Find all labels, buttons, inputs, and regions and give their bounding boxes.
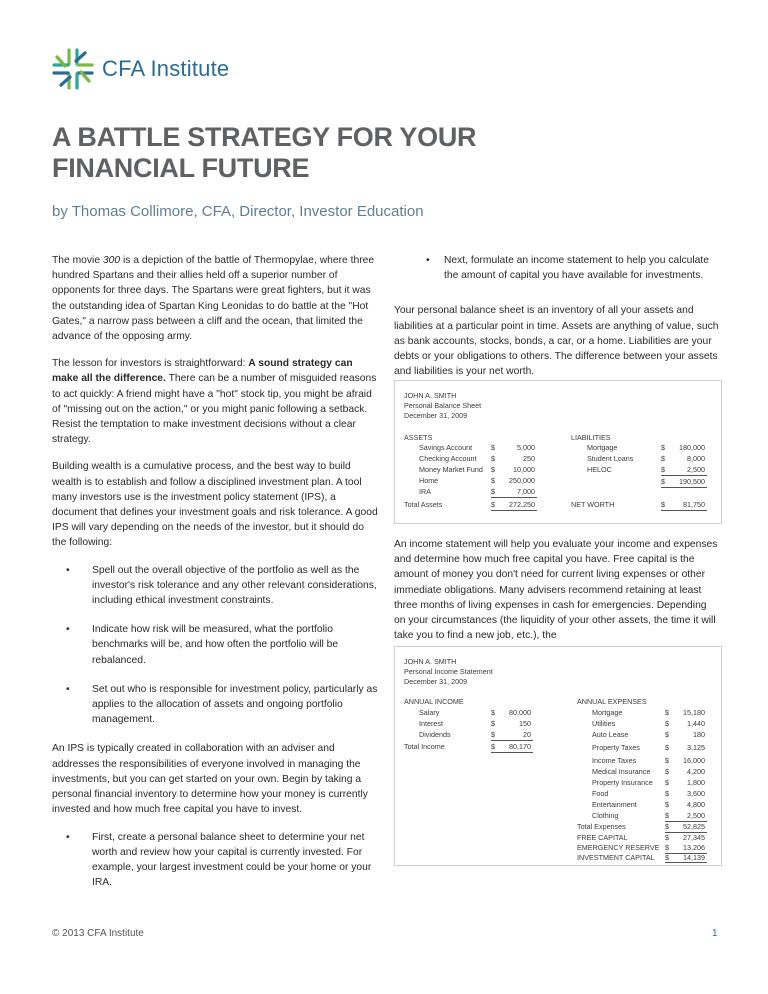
cfa-logo xyxy=(50,46,229,92)
bullet-text: Next, formulate an income statement to help you calculate the amount of capital you have available for investments. xyxy=(444,255,709,282)
bullet-icon: • xyxy=(66,624,70,636)
expense-value: 4,800 xyxy=(687,800,705,809)
underline xyxy=(661,510,707,511)
bullet-text: Spell out the overall objective of the portfolio as well as the investor's risk tolerance and any other relevant considerations, including ethical investment constraints. xyxy=(92,564,377,607)
text-span: There can be a number of misguided reasons to act quickly: A friend might have a "hot" stock tip, you might be afraid of "missing out on the action," or you might panic following a setback. Resist the temptation to make investment decisions without a clear strategy. xyxy=(52,373,377,446)
logo-text: CFA Institute xyxy=(102,56,230,81)
currency-sign: $ xyxy=(491,708,495,717)
currency-sign: $ xyxy=(491,742,495,751)
bullet-item xyxy=(52,622,380,668)
asset-value: 10,000 xyxy=(513,465,535,474)
total-expenses-value: 52,825 xyxy=(683,822,705,831)
liability-label: Mortgage xyxy=(587,443,618,452)
income-label: Salary xyxy=(419,708,440,717)
income-value: 150 xyxy=(519,719,531,728)
liability-label: Student Loans xyxy=(587,454,634,463)
expense-value: 3,600 xyxy=(687,789,705,798)
left-column xyxy=(52,253,380,904)
asset-value: 5,000 xyxy=(517,443,535,452)
currency-sign: $ xyxy=(661,443,665,452)
currency-sign: $ xyxy=(661,465,665,474)
investment-capital-value: 14,139 xyxy=(683,853,705,862)
underline xyxy=(661,475,707,476)
currency-sign: $ xyxy=(665,756,669,765)
currency-sign: $ xyxy=(665,719,669,728)
expense-label: Food xyxy=(592,789,609,798)
is-title: Personal Income Statement xyxy=(404,667,493,676)
expense-label: Property Insurance xyxy=(592,778,653,787)
currency-sign: $ xyxy=(665,811,669,820)
currency-sign: $ xyxy=(665,730,669,739)
currency-sign: $ xyxy=(491,476,495,485)
right-column-middle xyxy=(394,537,720,655)
liability-value: 2,500 xyxy=(687,465,705,474)
emergency-reserve-value: 13,206 xyxy=(683,843,705,852)
bs-title: Personal Balance Sheet xyxy=(404,401,482,410)
currency-sign: $ xyxy=(665,708,669,717)
currency-sign: $ xyxy=(665,800,669,809)
total-income-value: 80,170 xyxy=(509,742,531,751)
paragraph-intro xyxy=(52,253,380,344)
currency-sign: $ xyxy=(491,730,495,739)
income-label: Dividends xyxy=(419,730,451,739)
text-span: The movie xyxy=(52,255,103,266)
expense-label: Auto Lease xyxy=(592,730,629,739)
asset-value: 250,000 xyxy=(509,476,535,485)
paragraph-balance-sheet: Your personal balance sheet is an inventory of all your assets and liabilities at a particular point in time. Assets are anything of value, such as bank accounts, stocks, bonds, a car, or a home. Liabilities are your debts or your obligations to others. The difference between your assets and liabilities is your net worth. xyxy=(394,305,719,378)
page-number: 1 xyxy=(712,928,718,939)
paragraph-ips: An IPS is typically created in collaboration with an adviser and addresses the responsibilities of everyone involved in managing the investments, but you can get started on your own. Begin by taking a personal financial inventory to determine how your money is currently invested and how much free capital you have to invest. xyxy=(52,743,368,816)
expense-label: Medical Insurance xyxy=(592,767,651,776)
total-income-label: Total Income xyxy=(404,742,445,751)
expense-value: 1,800 xyxy=(687,778,705,787)
footer-copyright: © 2013 CFA Institute xyxy=(52,928,144,939)
movie-title: 300 xyxy=(102,255,121,266)
liabilities-total-value: 190,500 xyxy=(679,477,705,486)
bs-name: JOHN A. SMITH xyxy=(404,391,457,400)
underline xyxy=(491,497,537,498)
expense-value: 15,180 xyxy=(683,708,705,717)
currency-sign: $ xyxy=(491,454,495,463)
is-name: JOHN A. SMITH xyxy=(404,657,457,666)
underline xyxy=(491,752,533,753)
expense-value: 1,440 xyxy=(687,719,705,728)
currency-sign: $ xyxy=(665,853,669,862)
bullet-item xyxy=(52,682,380,728)
cfa-logo-icon xyxy=(50,46,96,92)
bullet-item xyxy=(394,253,720,283)
expense-label: Clothing xyxy=(592,811,619,820)
income-header: ANNUAL INCOME xyxy=(404,697,464,706)
currency-sign: $ xyxy=(491,487,495,496)
currency-sign: $ xyxy=(665,833,669,842)
total-expenses-label: Total Expenses xyxy=(577,822,626,831)
expense-label: Utilities xyxy=(592,719,616,728)
assets-header: ASSETS xyxy=(404,433,433,442)
currency-sign: $ xyxy=(665,822,669,831)
emphasis-text: A sound strategy can make all the difference. xyxy=(52,358,353,385)
expense-value: 16,000 xyxy=(683,756,705,765)
income-value: 80,000 xyxy=(509,708,531,717)
bullet-text: Set out who is responsible for investment policy, particularly as applies to the allocation of assets and ongoing portfolio management. xyxy=(92,683,378,726)
byline: by Thomas Collimore, CFA, Director, Investor Education xyxy=(52,203,424,220)
bullet-item xyxy=(52,830,380,891)
expense-label: Property Taxes xyxy=(592,743,640,752)
currency-sign: $ xyxy=(665,843,669,852)
page-title xyxy=(52,122,612,184)
total-assets-label: Total Assets xyxy=(404,500,443,509)
asset-label: Checking Account xyxy=(419,454,477,463)
bs-date: December 31, 2009 xyxy=(404,411,468,420)
expenses-header: ANNUAL EXPENSES xyxy=(577,697,647,706)
paragraph-lesson xyxy=(52,356,380,447)
bullet-icon: • xyxy=(426,255,430,266)
asset-value: 250 xyxy=(523,454,535,463)
income-label: Interest xyxy=(419,719,443,728)
title-line-2: FINANCIAL FUTURE xyxy=(52,153,310,183)
asset-value: 7,000 xyxy=(517,487,535,496)
liabilities-header: LIABILITIES xyxy=(571,433,611,442)
liability-label: HELOC xyxy=(587,465,612,474)
title-line-1: A BATTLE STRATEGY FOR YOUR xyxy=(52,122,477,152)
asset-label: IRA xyxy=(419,487,431,496)
bullet-icon: • xyxy=(66,831,70,843)
underline xyxy=(491,510,537,511)
currency-sign: $ xyxy=(665,778,669,787)
currency-sign: $ xyxy=(491,465,495,474)
currency-sign: $ xyxy=(491,719,495,728)
right-column-top xyxy=(394,253,720,391)
currency-sign: $ xyxy=(491,443,495,452)
bullet-text: Indicate how risk will be measured, what the portfolio benchmarks will be, and how often the portfolio will be rebalanced. xyxy=(92,624,339,666)
is-date: December 31, 2009 xyxy=(404,677,468,686)
net-worth-value: 81,750 xyxy=(683,500,705,509)
asset-label: Home xyxy=(419,476,439,485)
liability-value: 180,000 xyxy=(679,443,705,452)
income-statement-figure xyxy=(394,646,722,866)
text-span: The lesson for investors is straightforward: xyxy=(52,358,249,370)
underline xyxy=(661,487,707,488)
asset-label: Savings Account xyxy=(419,443,473,452)
expense-value: 2,500 xyxy=(687,811,705,820)
net-worth-label: NET WORTH xyxy=(571,500,615,509)
liability-value: 8,000 xyxy=(687,454,705,463)
currency-sign: $ xyxy=(661,477,665,486)
currency-sign: $ xyxy=(665,767,669,776)
currency-sign: $ xyxy=(665,743,669,752)
asset-label: Money Market Fund xyxy=(419,465,483,474)
bullet-icon: • xyxy=(66,683,70,695)
expense-value: 180 xyxy=(693,730,705,739)
total-assets-value: 272,250 xyxy=(509,500,535,509)
currency-sign: $ xyxy=(491,500,495,509)
expense-value: 4,200 xyxy=(687,767,705,776)
expense-label: Income Taxes xyxy=(592,756,637,765)
underline xyxy=(665,862,707,863)
investment-capital-label: INVESTMENT CAPITAL xyxy=(577,853,655,862)
income-value: 20 xyxy=(523,730,531,739)
free-capital-value: 27,345 xyxy=(683,833,705,842)
bullet-icon: • xyxy=(66,564,70,576)
balance-sheet-figure xyxy=(394,380,722,524)
paragraph-wealth: Building wealth is a cumulative process, and the best way to build wealth is to establish and follow a disciplined investment plan. A tool many investors use is the investment policy statement (IPS), a document that defines your investment goals and risk tolerance. A good IPS will vary depending on the needs of the investor, but it should do the following: xyxy=(52,461,378,549)
free-capital-label: FREE CAPITAL xyxy=(577,833,628,842)
text-span: is a depiction of the battle of Thermopylae, where three hundred Spartans and their allies held off a superior number of opponents for three days. The Spartans were great fighters, but it was the outstanding idea of Spartan King Leonidas to do battle at the "Hot Gates," a narrow pass between a cliff and the ocean, that limited the advance of the opposing army. xyxy=(52,255,375,343)
bullet-text: First, create a personal balance sheet to determine your net worth and review how your capital is currently invested. For example, your largest investment could be your home or your IRA. xyxy=(92,831,372,889)
bullet-item xyxy=(52,563,380,609)
expense-label: Entertainment xyxy=(592,800,637,809)
currency-sign: $ xyxy=(661,500,665,509)
underline xyxy=(491,740,533,741)
paragraph-income-statement: An income statement will help you evaluate your income and expenses and determine how much free capital you have. Free capital is the amount of money you don't need for current living expenses or other immediate obligations. Many advisers recommend retaining at least three months of living expenses in cash for emergencies. Depending on your circumstances (the liquidity of your other assets, the time it will take you to find a new job, etc.), the xyxy=(394,539,718,642)
expense-label: Mortgage xyxy=(592,708,623,717)
currency-sign: $ xyxy=(661,454,665,463)
expense-value: 3,125 xyxy=(687,743,705,752)
currency-sign: $ xyxy=(665,789,669,798)
emergency-reserve-label: EMERGENCY RESERVE xyxy=(577,843,660,852)
